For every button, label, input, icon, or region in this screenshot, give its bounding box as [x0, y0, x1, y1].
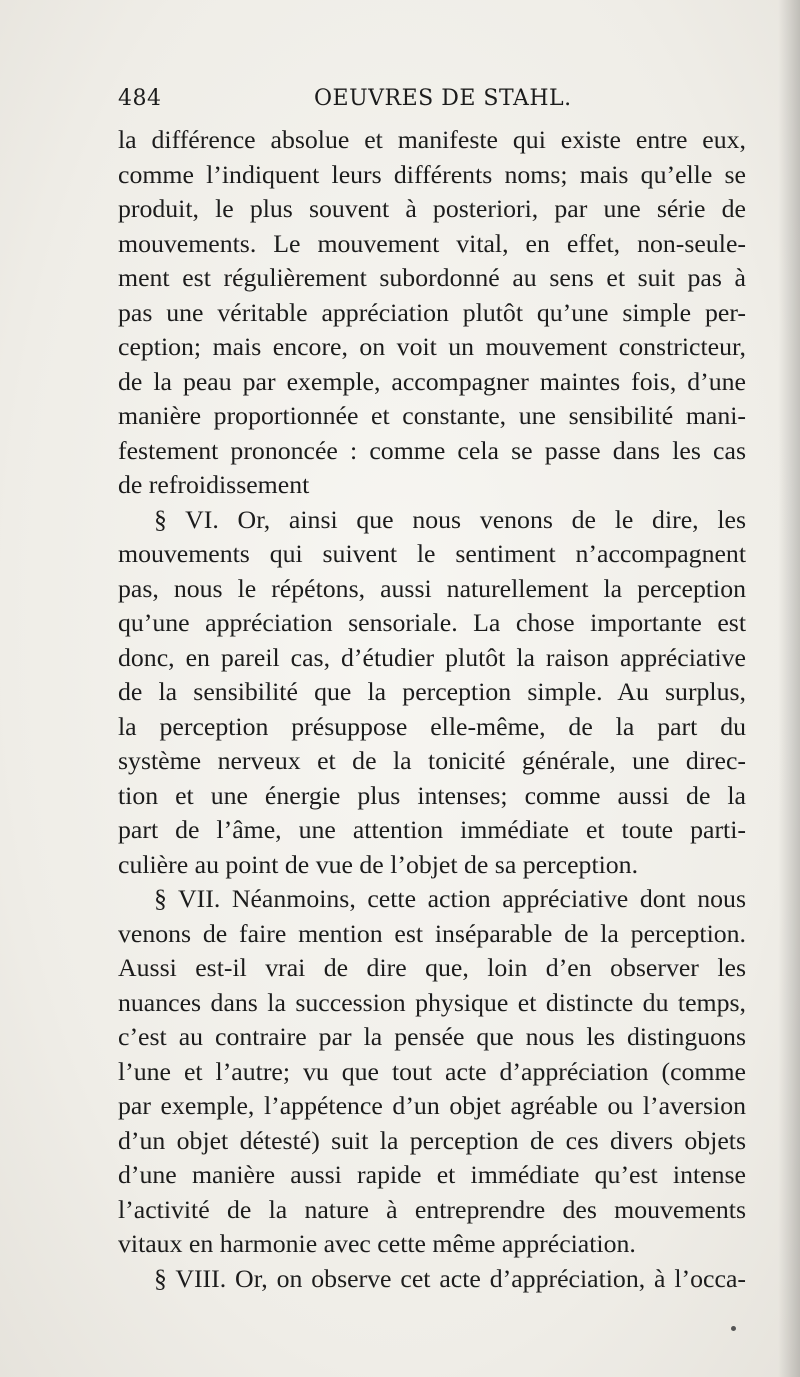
text-line: pas une véritable appréciation plutôt qu’une simple per- [118, 297, 746, 327]
text-line: manière proportionnée et constante, une sensibilité mani- [118, 401, 746, 430]
text-line: ception; mais encore, on voit un mouvement constricteur, [118, 332, 746, 361]
text-line: ment est régulièrement subordonné au sens et suit pas à [118, 263, 746, 292]
text-line: par exemple, l’appétence d’un objet agréable ou l’aversion [118, 1091, 746, 1120]
text-line: l’une et l’autre; vu que tout acte d’appréciation (comme [118, 1056, 746, 1086]
text-line: la perception présuppose elle-même, de la part du [118, 711, 746, 741]
text-line: système nerveux et de la tonicité générale, une direc- [118, 746, 746, 775]
text-line: produit, le plus souvent à posteriori, par une série de [118, 194, 746, 223]
section-viii-start: § VIII. Or, on observe cet acte d’appréciation, à l’occa- [154, 1263, 746, 1293]
text-line: mouvements. Le mouvement vital, en effet, non-seule- [118, 228, 746, 258]
text-line: de la peau par exemple, accompagner maintes fois, d’une [118, 366, 746, 396]
text-line: la différence absolue et manifeste qui existe entre eux, [118, 125, 746, 154]
text-line: Aussi est-il vrai de dire que, loin d’en observer les [118, 953, 746, 982]
text-line: comme l’indiquent leurs différents noms; mais qu’elle se [118, 159, 746, 189]
text-line: d’une manière aussi rapide et immédiate qu’est intense [118, 1160, 746, 1189]
section-vi-start: § VI. Or, ainsi que nous venons de le dire, les [154, 504, 746, 534]
text-line: de la sensibilité que la perception simple. Au surplus, [118, 677, 746, 706]
page-edge-shadow [778, 0, 800, 1377]
text-line: qu’une appréciation sensoriale. La chose importante est [118, 608, 746, 637]
text-line: tion et une énergie plus intenses; comme aussi de la [118, 780, 746, 810]
section-vii-start: § VII. Néanmoins, cette action appréciative dont nous [154, 884, 746, 913]
text-line: l’activité de la nature à entreprendre des mouvements [118, 1194, 746, 1224]
page-number: 484 [118, 86, 162, 111]
running-title: OEUVRES DE STAHL. [314, 86, 572, 111]
text-line: c’est au contraire par la pensée que nous les distinguons [118, 1022, 746, 1051]
text-line: festement prononcée : comme cela se passe dans les cas [118, 435, 746, 465]
text-line: venons de faire mention est inséparable de la perception. [118, 918, 746, 948]
ink-speck [731, 1326, 736, 1331]
text-line: part de l’âme, une attention immédiate et toute parti- [118, 815, 746, 844]
text-line-paragraph-end: vitaux en harmonie avec cette même appréciation. [118, 1229, 636, 1258]
text-line: donc, en pareil cas, d’étudier plutôt la raison appréciative [118, 642, 746, 672]
text-line: nuances dans la succession physique et distincte du temps, [118, 987, 746, 1017]
text-line: mouvements qui suivent le sentiment n’accompagnent [118, 539, 746, 568]
text-line-paragraph-end: de refroidissement [118, 470, 310, 499]
page-header [118, 86, 678, 116]
text-line: d’un objet détesté) suit la perception de ces divers objets [118, 1125, 746, 1155]
body-text [118, 123, 746, 1296]
text-line-paragraph-end: culière au point de vue de l’objet de sa perception. [118, 849, 639, 879]
text-line: pas, nous le répétons, aussi naturellement la perception [118, 573, 746, 603]
